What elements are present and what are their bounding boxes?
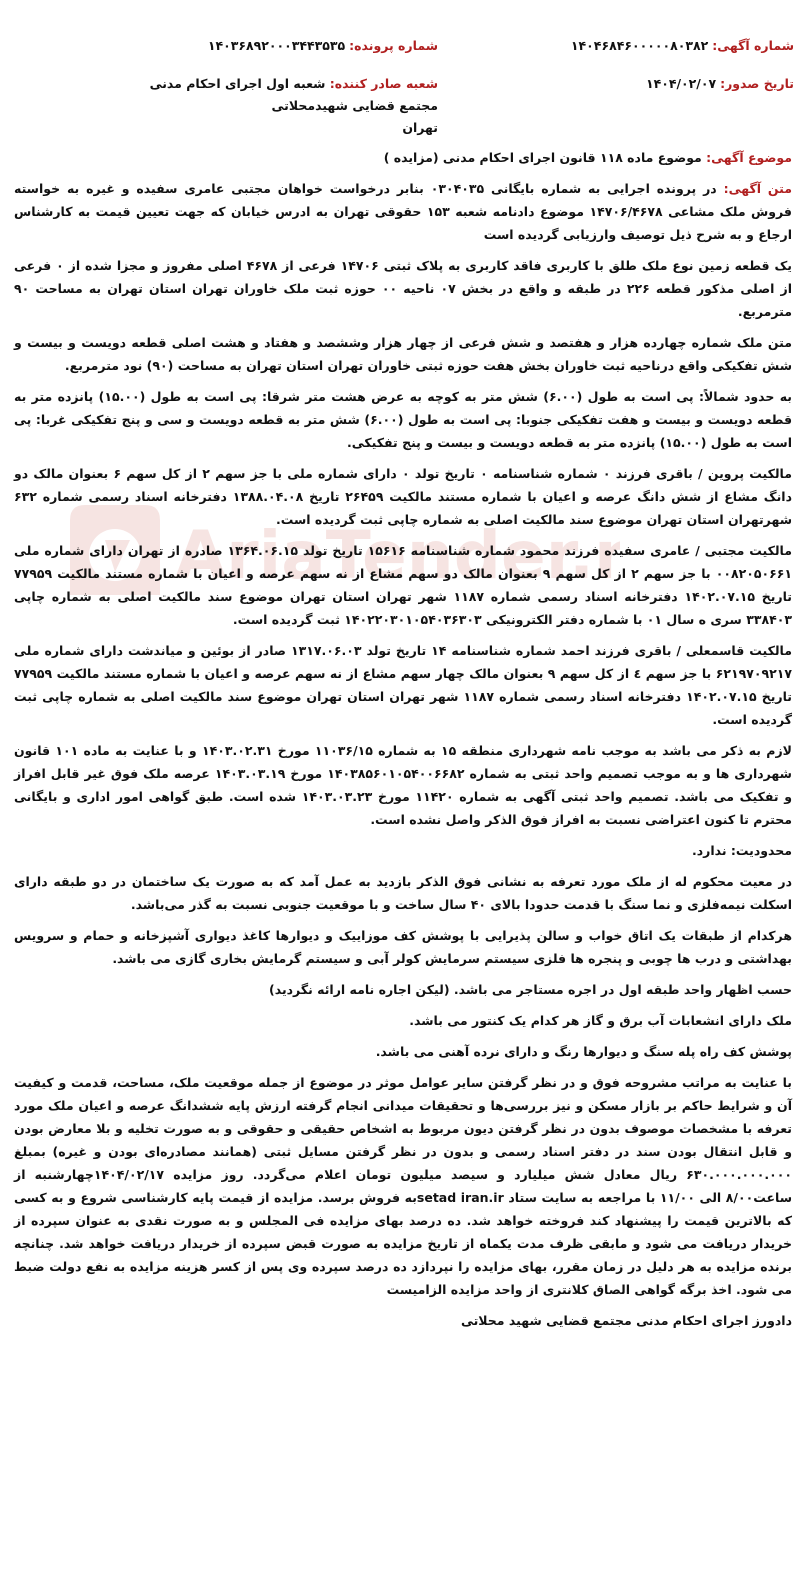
issue-date <box>646 76 794 91</box>
issue-date-value: ۱۴۰۴/۰۲/۰۷ <box>645 76 717 91</box>
issuer-label: شعبه صادر کننده: <box>329 76 438 91</box>
paragraph-stairs: پوشش کف راه پله سنگ و دیوارها رنگ و دارای نرده آهنی می باشد. <box>375 1044 792 1059</box>
paragraph-tenant: حسب اظهار واحد طبقه اول در اجره مستاجر می باشد. (لیکن اجاره نامه ارائه نگردید) <box>269 982 792 997</box>
paragraph-utilities: ملک دارای انشعابات آب برق و گاز هر کدام یک کنتور می باشد. <box>409 1013 792 1028</box>
paragraph-land-description: یک قطعه زمین نوع ملک طلق با کاربری فاقد کاربری به پلاک ثبتی ۱۴۷۰۶ فرعی از ۴۶۷۸ اصلی مفروز و مجزا شده از ۰ فرعی از اصلی مذکور قطعه ۲۲۶ در طبقه و واقع در بخش ۰۷ ناحیه ۰۰ حوزه ثبت ملک خاوران تهران استان تهران به مساحت ۹۰ مترمربع. <box>14 258 793 319</box>
paragraph-municipality: لازم به ذکر می باشد به موجب نامه شهرداری منطقه ۱۵ به شماره ۱۱۰۳۶/۱۵ مورخ ۱۴۰۳.۰۲.۳۱ و با عنایت به ماده ۱۰۱ قانون شهرداری ها و به موجب تصمیم واحد ثبتی به شماره ۱۴۰۳۸۵۶۰۱۰۵۴۰۰۶۶۸۲ مورخ ۱۴۰۳.۰۳.۱۹ عرصه ملک فوق غیر قابل افراز و تفکیک می باشد. تصمیم واحد ثبتی آگهی به شماره ۱۱۴۲۰ مورخ ۱۴۰۳.۰۳.۲۳ شده است. طبق گواهی امور اداری و بایگانی محترم تا کنون اعتراضی نسبت به افراز فوق الذکر واصل نشده است. <box>14 743 792 827</box>
notice-body <box>14 146 792 1340</box>
issuer-line1: شعبه اول اجرای احکام مدنی مجتمع قضایی شهیدمحلاتی <box>149 76 438 113</box>
case-number-value: ۱۴۰۳۶۸۹۲۰۰۰۳۴۴۳۵۳۵ <box>207 38 346 53</box>
notice-number-label: شماره آگهی: <box>712 38 794 53</box>
paragraph-owner-ghasemali: مالکیت قاسمعلی / باقری فرزند احمد شماره شناسنامه ۱۴ تاریخ تولد ۱۳۱۷.۰۶.۰۳ صادر از بوئین و میاندشت دارای شماره ملی ۶۲۱۹۷۰۹۲۱۷ با جز سهم ٤ از کل سهم ۹ بعنوان مالک چهار سهم مشاع از نه سهم عرصه و اعیان با شماره مستند مالکیت ۷۷۹۵۹ تاریخ ۱۴۰۲.۰۷.۱۵ دفترخانه اسناد رسمی شماره ۱۱۸۷ شهر تهران استان تهران موضوع سند مالکیت اصلی به شماره چاپی ثبت گردیده است. <box>14 643 793 727</box>
notice-intro-text: در پرونده اجرایی به شماره بایگانی ۰۳۰۴۰۳۵ بنابر درخواست خواهان مجتبی عامری سفیده و غیره به خواسته فروش ملک مشاعی ۱۴۷۰۶/۴۶۷۸ موضوع دادنامه شعبه ۱۵۳ حقوقی تهران به ادرس خیابان که جهت تعیین قیمت به کارشناس ارجاع و به شرح ذیل توصیف وارزیابی گردیده است <box>14 181 792 242</box>
paragraph-property-text: متن ملک شماره چهارده هزار و هفتصد و شش فرعی از چهار هزار وششصد و هفتاد و هشت اصلی قطعه دویست و بیست و شش تفکیکی واقع درناحیه ثبت خاوران بخش هفت حوزه ثبتی خاوران تهران استان تهران به مساحت (۹۰) نود مترمربع. <box>14 335 792 373</box>
paragraph-floors: هرکدام از طبقات یک اتاق خواب و سالن پذیرایی با پوشش کف موزاییک و دیوارها کاغذ دیواری آشپزخانه و حمام و سرویس بهداشتی و درب ها چوبی و پنجره ها فلزی سیستم سرمایش کولر آبی و سیستم گرمایش بخاری گازی می باشد. <box>14 928 792 966</box>
subject-text: موضوع ماده ۱۱۸ قانون اجرای احکام مدنی (مزایده ) <box>383 150 702 165</box>
case-number <box>208 38 438 53</box>
issuer-line2: تهران <box>402 120 438 135</box>
watermark-text: AriaTender.n <box>175 517 620 594</box>
issuer <box>108 73 438 139</box>
notice-number <box>571 38 794 53</box>
case-number-label: شماره پرونده: <box>349 38 438 53</box>
subject-label: موضوع آگهی: <box>706 150 792 165</box>
paragraph-owner-parvin: مالکیت پروین / باقری فرزند ۰ شماره شناسنامه ۰ تاریخ تولد ۰ دارای شماره ملی با جز سهم ۲ از کل سهم ۶ بعنوان مالک دو دانگ مشاع از شش دانگ عرصه و اعیان با شماره مستند مالکیت ۲۶۴۵۹ تاریخ ۱۳۸۸.۰۴.۰۸ دفترخانه اسناد رسمی شماره ۶۳۲ شهرتهران استان تهران موضوع سند مالکیت اصلی به شماره چاپی ثبت گردیده است. <box>14 466 792 527</box>
paragraph-restrictions: محدودیت: ندارد. <box>692 843 792 858</box>
paragraph-inspection: در معیت محکوم له از ملک مورد تعرفه به نشانی فوق الذکر بازدید به عمل آمد که به صورت یک ساختمان در دو طبقه دارای اسکلت نیمه‌فلزی و نما سنگ با قدمت حدودا بالای ۴۰ سال ساخت و با موقعیت جنوبی نسبت به گذر می‌باشد. <box>14 874 792 912</box>
notice-text-label: متن آگهی: <box>723 181 792 196</box>
signature: دادورز اجرای احکام مدنی مجتمع قضایی شهید محلاتی <box>460 1313 792 1328</box>
paragraph-owner-mojtaba: مالکیت مجتبی / عامری سفیده فرزند محمود شماره شناسنامه ۱۵۶۱۶ تاریخ تولد ۱۳۶۴.۰۶.۱۵ صادره از تهران دارای شماره ملی ۰۰۸۲۰۵۰۶۶۱ با جز سهم ۲ از کل سهم ۹ بعنوان مالک دو سهم مشاع از نه سهم عرصه و اعیان با شماره مستند مالکیت ۷۷۹۵۹ تاریخ ۱۴۰۲.۰۷.۱۵ دفترخانه اسناد رسمی شماره ۱۱۸۷ شهر تهران استان تهران موضوع سند مالکیت اصلی به شماره چاپی ۳۳۸۴۰۳ سری ه سال ۰۱ با شماره دفتر الکترونیکی ۱۴۰۲۲۰۳۰۱۰۵۴۰۳۶۳۰۳ ثبت گردیده است. <box>14 543 793 627</box>
paragraph-auction-terms: با عنایت به مراتب مشروحه فوق و در نظر گرفتن سایر عوامل موثر در موضوع از جمله موقعیت ملک، مساحت، قدمت و کیفیت آن و شرایط حاکم بر بازار مسکن و نیز بررسی‌ها و تحقیقات میدانی انجام گرفته ارزش پایه ششدانگ عرصه و اعیان ملک مورد تعرفه با مشخصات موصوف بدون در نظر گرفتن دیون مربوط به اشخاص حقیقی و حقوقی و به صورت تخلیه و بلا معارض بودن و قابل انتقال بودن سند در دفتر اسناد رسمی و بدون در نظر گرفتن مسایل ثبتی (همانند مصادره‌ای بودن و غیره) بمبلغ ۶۳۰.۰۰۰.۰۰۰.۰۰۰ ریال معادل شش میلیارد و سیصد میلیون تومان اعلام می‌گردد. روز مزایده ۱۴۰۴/۰۲/۱۷چهارشنبه از ساعت۸/۰۰ الی ۱۱/۰۰ با مراجعه به سایت ستاد setad iran.irبه فروش برسد. مزایده از قیمت پایه کارشناسی شروع و به کسی که بالاترین قیمت را پیشنهاد کند فروخته خواهد شد. ده درصد بهای مزایده فی المجلس و به صورت نقدی به عنوان سپرده از خریدار دریافت می شود و مابقی ظرف مدت یکماه از تاریخ مزایده به صورت قبض سپرده از خریدار دریافت خواهد شد. چنانچه برنده مزایده به هر دلیل در زمان مقرر، بهای مزایده را نپردازد ده درصد سپرده وی پس از کسر هزینه مزایده به نفع دولت ضبط می شود. اخذ برگه گواهی الصاق کلانتری از واحد مزایده الزامیست <box>14 1075 793 1297</box>
notice-intro <box>14 177 792 246</box>
paragraph-boundaries: به حدود شمالاً: پی است به طول (۶.۰۰) شش متر به کوچه به عرض هشت متر شرقا: پی است به طول (۱۵.۰۰) پانزده متر به قطعه دویست و بیست و هفت تفکیکی جنوبا: پی است به طول (۶.۰۰) شش متر به قطعه دویست و سی و پنج تفکیکی غربا: پی است به طول (۱۵.۰۰) پانزده متر به قطعه دویست و بیست و پنج تفکیکی. <box>14 389 793 450</box>
issue-date-label: تاریخ صدور: <box>720 76 794 91</box>
notice-number-value: ۱۴۰۴۶۸۴۶۰۰۰۰۰۸۰۳۸۲ <box>570 38 709 53</box>
subject-line <box>14 146 792 169</box>
